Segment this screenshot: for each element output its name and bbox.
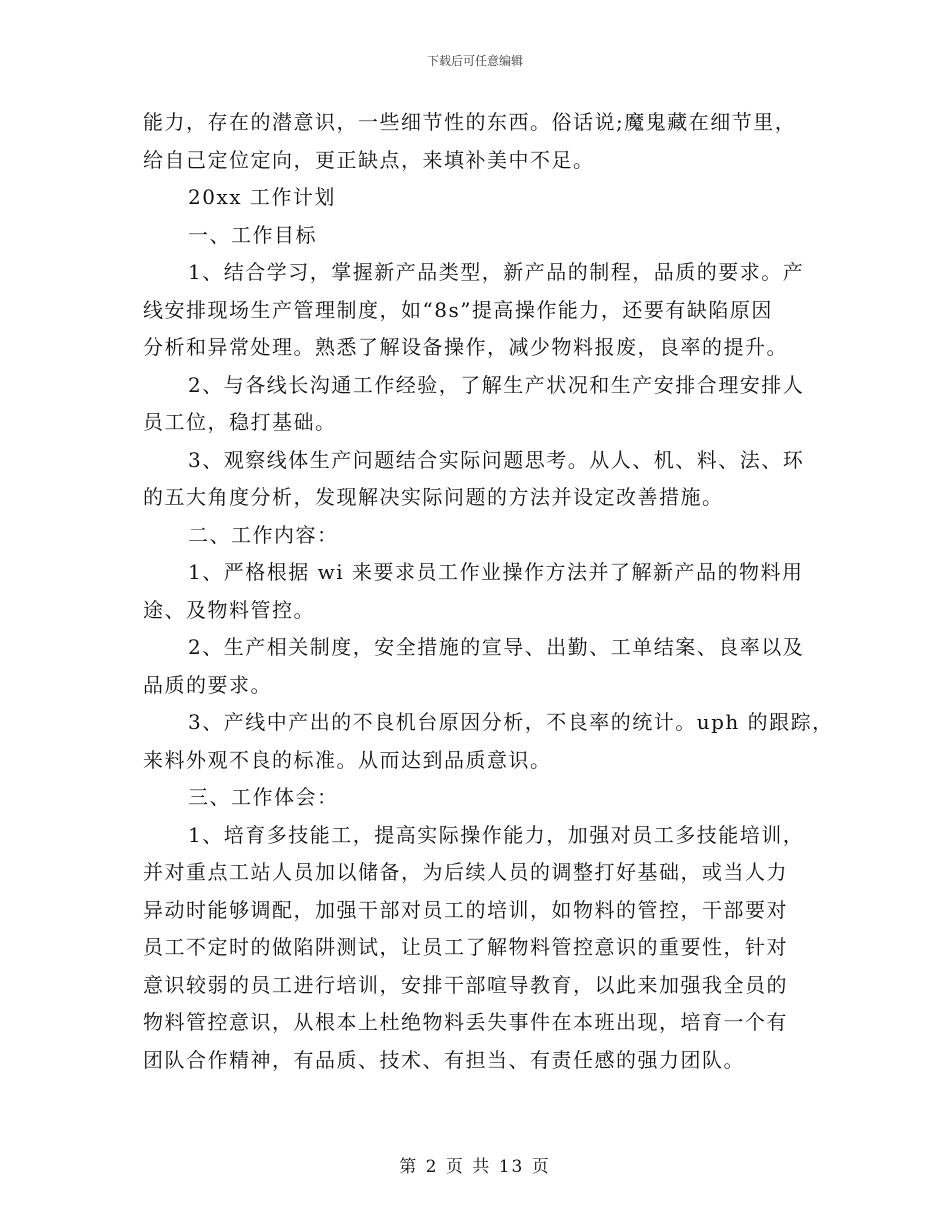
page-number: 第 2 页 共 13 页 bbox=[399, 1157, 551, 1177]
text-line: 的五大角度分析，发现解决实际问题的方法并设定改善措施。 bbox=[143, 485, 724, 509]
text-line: 二、工作内容： bbox=[188, 522, 339, 547]
text-line: 品质的要求。 bbox=[143, 672, 272, 697]
text-line: 2、与各线长沟通工作经验，了解生产状况和生产安排合理安排人 bbox=[188, 372, 805, 397]
text-line: 能力，存在的潜意识，一些细节性的东西。俗话说;魔鬼藏在细节里， bbox=[143, 110, 797, 134]
text-line: 3、观察线体生产问题结合实际问题思考。从人、机、料、法、环 bbox=[188, 447, 805, 472]
text-line: 物料管控意识，从根本上杜绝物料丢失事件在本班出现，培育一个有 bbox=[143, 1010, 788, 1034]
text-line: 2、生产相关制度，安全措施的宣导、出勤、工单结案、良率以及 bbox=[188, 635, 805, 659]
text-line: 1、严格根据 wi 来要求员工作业操作方法并了解新产品的物料用 bbox=[188, 560, 804, 584]
text-line: 三、工作体会： bbox=[188, 785, 339, 809]
text-line: 一、工作目标 bbox=[188, 222, 317, 247]
text-line: 并对重点工站人员加以储备，为后续人员的调整打好基础，或当人力 bbox=[143, 860, 788, 884]
text-line: 员工位，稳打基础。 bbox=[143, 410, 337, 434]
text-line: 意识较弱的员工进行培训，安排干部喧导教育，以此来加强我全员的 bbox=[143, 972, 788, 997]
text-line: 员工不定时的做陷阱测试，让员工了解物料管控意识的重要性，针对 bbox=[143, 935, 788, 959]
text-line: 分析和异常处理。熟悉了解设备操作，减少物料报废，良率的提升。 bbox=[143, 335, 788, 359]
text-line: 团队合作精神，有品质、技术、有担当、有责任感的强力团队。 bbox=[143, 1047, 745, 1072]
text-line: 异动时能够调配，加强干部对员工的培训，如物料的管控，干部要对 bbox=[143, 897, 788, 922]
text-line: 1、培育多技能工，提高实际操作能力，加强对员工多技能培训， bbox=[188, 822, 805, 847]
text-line: 来料外观不良的标准。从而达到品质意识。 bbox=[143, 747, 552, 772]
header-note: 下载后可任意编辑 bbox=[426, 54, 523, 68]
text-line: 20xx 工作计划 bbox=[188, 185, 336, 209]
text-line: 给自己定位定向，更正缺点，来填补美中不足。 bbox=[143, 147, 595, 172]
text-line: 1、结合学习，掌握新产品类型，新产品的制程，品质的要求。产 bbox=[188, 260, 805, 284]
text-line: 3、产线中产出的不良机台原因分析，不良率的统计。uph 的跟踪， bbox=[188, 710, 834, 734]
text-line: 途、及物料管控。 bbox=[143, 597, 315, 622]
document-body bbox=[143, 104, 834, 1079]
text-line: 线安排现场生产管理制度，如“8s”提高操作能力，还要有缺陷原因 bbox=[143, 297, 773, 322]
